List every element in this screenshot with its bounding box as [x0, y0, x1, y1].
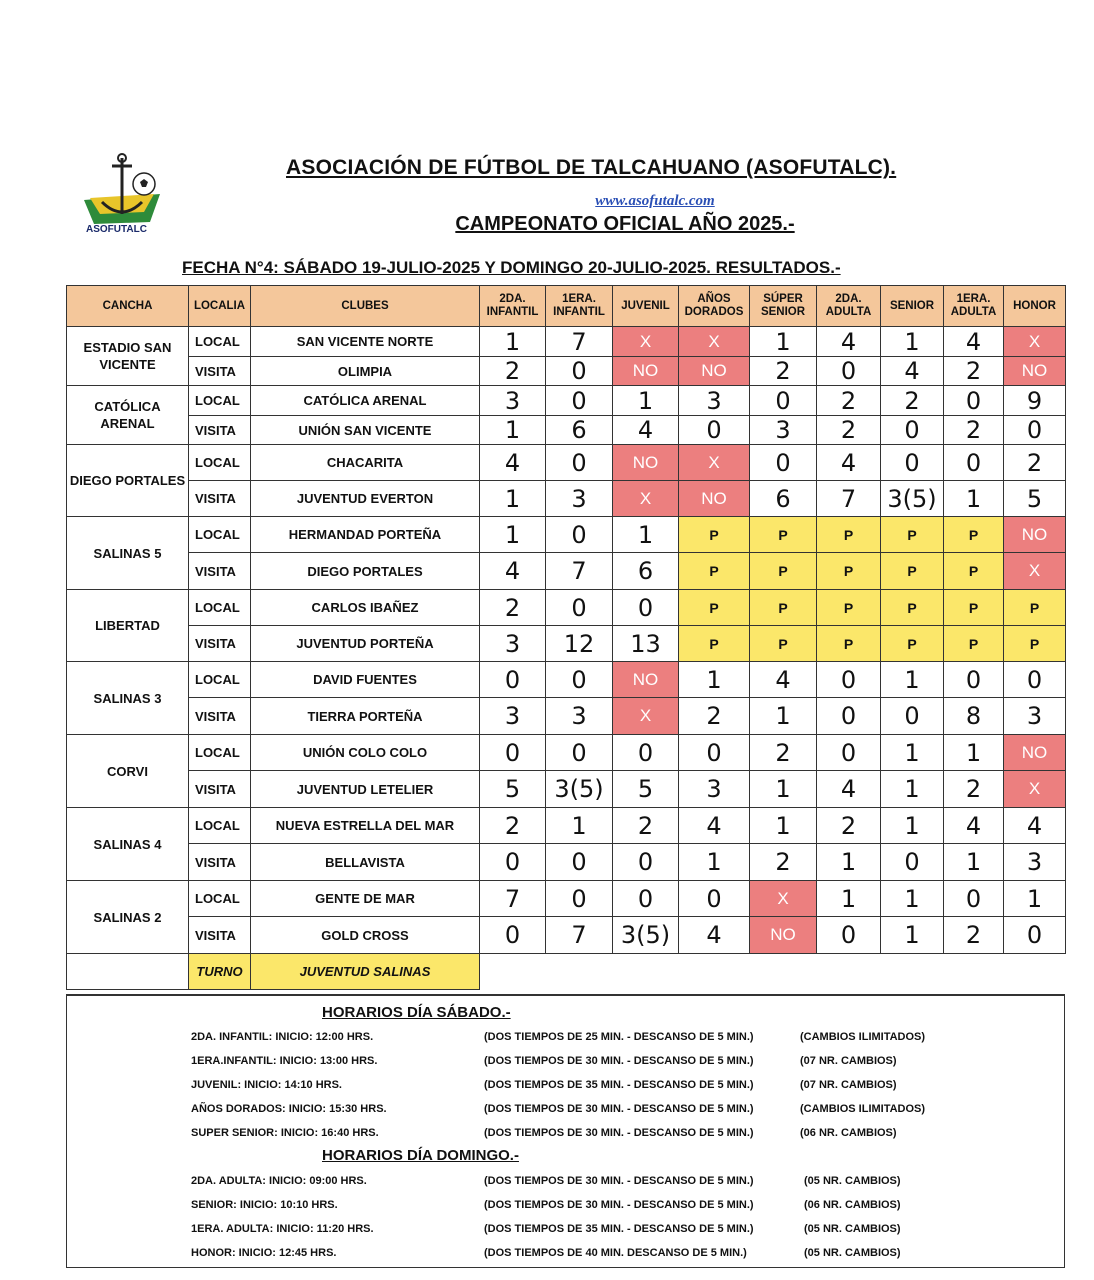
score-cell: P — [750, 517, 817, 553]
score-cell: 0 — [750, 445, 817, 481]
column-header: 1ERA. INFANTIL — [546, 286, 613, 327]
score-cell: 0 — [613, 844, 679, 881]
score-cell: P — [679, 517, 750, 553]
schedule-cambios: (07 NR. CAMBIOS) — [800, 1079, 897, 1091]
score-cell: 0 — [480, 735, 546, 771]
score-cell: 0 — [480, 917, 546, 954]
score-cell: 1 — [944, 844, 1004, 881]
schedule-tiempos: (DOS TIEMPOS DE 30 MIN. - DESCANSO DE 5 MIN.) — [484, 1175, 754, 1187]
score-cell: 4 — [944, 808, 1004, 844]
score-cell: 2 — [480, 590, 546, 626]
score-cell: 0 — [944, 445, 1004, 481]
match-row — [67, 662, 1066, 698]
match-row — [67, 553, 1066, 590]
score-cell: 0 — [1004, 416, 1066, 445]
column-header: CANCHA — [67, 286, 189, 327]
score-cell: 2 — [613, 808, 679, 844]
club-cell: OLIMPIA — [251, 357, 480, 386]
turno-row — [67, 954, 1066, 990]
score-cell: 4 — [480, 445, 546, 481]
schedule-cambios: (06 NR. CAMBIOS) — [804, 1199, 901, 1211]
score-cell: X — [1004, 771, 1066, 808]
club-cell: DIEGO PORTALES — [251, 553, 480, 590]
column-header: 2DA. ADULTA — [817, 286, 881, 327]
score-cell: 0 — [546, 662, 613, 698]
score-cell: P — [750, 626, 817, 662]
score-cell: NO — [1004, 517, 1066, 553]
score-cell: 9 — [1004, 386, 1066, 416]
match-row — [67, 735, 1066, 771]
localia-cell: VISITA — [189, 553, 251, 590]
score-cell: 3 — [750, 416, 817, 445]
score-cell: 0 — [817, 917, 881, 954]
schedule-tiempos: (DOS TIEMPOS DE 30 MIN. - DESCANSO DE 5 MIN.) — [484, 1199, 754, 1211]
match-row — [67, 357, 1066, 386]
localia-cell: VISITA — [189, 481, 251, 517]
score-cell: 1 — [750, 808, 817, 844]
score-cell: 4 — [750, 662, 817, 698]
score-cell: 7 — [546, 327, 613, 357]
localia-cell: VISITA — [189, 917, 251, 954]
cancha-cell: CORVI — [67, 735, 189, 808]
score-cell: 1 — [881, 662, 944, 698]
column-header: 1ERA. ADULTA — [944, 286, 1004, 327]
score-cell: P — [750, 590, 817, 626]
schedule-cambios: (05 NR. CAMBIOS) — [804, 1175, 901, 1187]
match-row — [67, 590, 1066, 626]
score-cell: 0 — [480, 662, 546, 698]
score-cell: P — [817, 553, 881, 590]
score-cell: P — [679, 626, 750, 662]
score-cell: P — [679, 590, 750, 626]
score-cell: 1 — [613, 386, 679, 416]
schedule-category: AÑOS DORADOS: INICIO: 15:30 HRS. — [191, 1103, 387, 1115]
turno-club: JUVENTUD SALINAS — [251, 954, 480, 990]
score-cell: 1 — [817, 881, 881, 917]
schedule-tiempos: (DOS TIEMPOS DE 30 MIN. - DESCANSO DE 5 MIN.) — [484, 1103, 754, 1115]
score-cell: 3 — [1004, 844, 1066, 881]
club-cell: GENTE DE MAR — [251, 881, 480, 917]
column-header: AÑOS DORADOS — [679, 286, 750, 327]
schedule-cambios: (CAMBIOS ILIMITADOS) — [800, 1031, 926, 1043]
cancha-cell: SALINAS 2 — [67, 881, 189, 954]
score-cell: 0 — [881, 698, 944, 735]
score-cell: P — [881, 517, 944, 553]
column-header: HONOR — [1004, 286, 1066, 327]
cancha-cell: SALINAS 4 — [67, 808, 189, 881]
score-cell: 4 — [817, 445, 881, 481]
score-cell: 1 — [480, 416, 546, 445]
schedule-category: 2DA. INFANTIL: INICIO: 12:00 HRS. — [191, 1031, 374, 1043]
score-cell: 0 — [546, 386, 613, 416]
score-cell: 7 — [817, 481, 881, 517]
score-cell: NO — [613, 662, 679, 698]
score-cell: 1 — [679, 844, 750, 881]
schedule-category: 2DA. ADULTA: INICIO: 09:00 HRS. — [191, 1175, 367, 1187]
club-cell: JUVENTUD EVERTON — [251, 481, 480, 517]
score-cell: 2 — [750, 735, 817, 771]
schedule-cambios: (05 NR. CAMBIOS) — [804, 1247, 901, 1259]
score-cell: 0 — [817, 662, 881, 698]
score-cell: NO — [750, 917, 817, 954]
localia-cell: VISITA — [189, 626, 251, 662]
score-cell: P — [881, 590, 944, 626]
score-cell: NO — [613, 445, 679, 481]
score-cell: 7 — [546, 917, 613, 954]
schedule-tiempos: (DOS TIEMPOS DE 35 MIN. - DESCANSO DE 5 MIN.) — [484, 1079, 754, 1091]
header-row — [67, 286, 1066, 327]
score-cell: 0 — [480, 844, 546, 881]
match-row — [67, 917, 1066, 954]
score-cell: 0 — [679, 735, 750, 771]
schedule-cambios: (07 NR. CAMBIOS) — [800, 1055, 897, 1067]
score-cell: P — [881, 626, 944, 662]
localia-cell: VISITA — [189, 416, 251, 445]
match-row — [67, 881, 1066, 917]
score-cell: 4 — [679, 917, 750, 954]
match-row — [67, 327, 1066, 357]
schedule-box — [66, 994, 1065, 1268]
column-header: SÚPER SENIOR — [750, 286, 817, 327]
schedule-tiempos: (DOS TIEMPOS DE 25 MIN. - DESCANSO DE 5 MIN.) — [484, 1031, 754, 1043]
club-cell: CATÓLICA ARENAL — [251, 386, 480, 416]
club-cell: SAN VICENTE NORTE — [251, 327, 480, 357]
turno-blank — [480, 954, 1066, 990]
column-header: LOCALIA — [189, 286, 251, 327]
score-cell: 0 — [613, 881, 679, 917]
cancha-cell: ESTADIO SAN VICENTE — [67, 327, 189, 386]
score-cell: 1 — [750, 327, 817, 357]
score-cell: 4 — [1004, 808, 1066, 844]
match-row — [67, 698, 1066, 735]
club-cell: UNIÓN SAN VICENTE — [251, 416, 480, 445]
score-cell: X — [1004, 327, 1066, 357]
score-cell: 4 — [817, 771, 881, 808]
match-row — [67, 416, 1066, 445]
score-cell: 0 — [750, 386, 817, 416]
score-cell: 8 — [944, 698, 1004, 735]
score-cell: 0 — [546, 445, 613, 481]
cancha-cell: SALINAS 3 — [67, 662, 189, 735]
score-cell: 0 — [881, 844, 944, 881]
club-cell: CHACARITA — [251, 445, 480, 481]
club-cell: NUEVA ESTRELLA DEL MAR — [251, 808, 480, 844]
score-cell: 1 — [881, 771, 944, 808]
score-cell: P — [944, 626, 1004, 662]
score-cell: 0 — [817, 357, 881, 386]
score-cell: X — [613, 481, 679, 517]
score-cell: 0 — [546, 735, 613, 771]
schedule-category: HONOR: INICIO: 12:45 HRS. — [191, 1247, 337, 1259]
score-cell: 1 — [613, 517, 679, 553]
score-cell: 4 — [613, 416, 679, 445]
club-cell: UNIÓN COLO COLO — [251, 735, 480, 771]
score-cell: 13 — [613, 626, 679, 662]
column-header: 2DA. INFANTIL — [480, 286, 546, 327]
schedule-tiempos: (DOS TIEMPOS DE 30 MIN. - DESCANSO DE 5 MIN.) — [484, 1055, 754, 1067]
score-cell: 5 — [480, 771, 546, 808]
score-cell: 0 — [546, 590, 613, 626]
score-cell: P — [1004, 626, 1066, 662]
localia-cell: VISITA — [189, 844, 251, 881]
match-row — [67, 517, 1066, 553]
score-cell: 1 — [881, 917, 944, 954]
score-cell: P — [750, 553, 817, 590]
score-cell: P — [679, 553, 750, 590]
score-cell: 6 — [750, 481, 817, 517]
score-cell: 2 — [817, 416, 881, 445]
schedule-cambios: (06 NR. CAMBIOS) — [800, 1127, 897, 1139]
schedule-tiempos: (DOS TIEMPOS DE 35 MIN. - DESCANSO DE 5 MIN.) — [484, 1223, 754, 1235]
score-cell: X — [679, 445, 750, 481]
localia-cell: LOCAL — [189, 881, 251, 917]
column-header: JUVENIL — [613, 286, 679, 327]
score-cell: X — [750, 881, 817, 917]
score-cell: 2 — [1004, 445, 1066, 481]
score-cell: 1 — [881, 881, 944, 917]
score-cell: P — [944, 553, 1004, 590]
club-cell: GOLD CROSS — [251, 917, 480, 954]
score-cell: 5 — [613, 771, 679, 808]
score-cell: 4 — [480, 553, 546, 590]
club-cell: JUVENTUD LETELIER — [251, 771, 480, 808]
score-cell: 0 — [944, 662, 1004, 698]
score-cell: 4 — [881, 357, 944, 386]
localia-cell: LOCAL — [189, 662, 251, 698]
score-cell: 3 — [546, 481, 613, 517]
score-cell: P — [881, 553, 944, 590]
match-row — [67, 626, 1066, 662]
score-cell: 0 — [546, 881, 613, 917]
score-cell: 1 — [817, 844, 881, 881]
score-cell: 3 — [480, 626, 546, 662]
score-cell: 5 — [1004, 481, 1066, 517]
score-cell: 3 — [679, 771, 750, 808]
score-cell: 2 — [750, 357, 817, 386]
page-title: ASOCIACIÓN DE FÚTBOL DE TALCAHUANO (ASOFUTALC). — [286, 156, 897, 179]
score-cell: 1 — [1004, 881, 1066, 917]
match-row — [67, 386, 1066, 416]
localia-cell: LOCAL — [189, 386, 251, 416]
schedule-category: SUPER SENIOR: INICIO: 16:40 HRS. — [191, 1127, 379, 1139]
score-cell: 2 — [817, 386, 881, 416]
score-cell: 6 — [613, 553, 679, 590]
match-row — [67, 844, 1066, 881]
score-cell: 1 — [944, 735, 1004, 771]
score-cell: 0 — [679, 416, 750, 445]
score-cell: 1 — [480, 517, 546, 553]
club-cell: TIERRA PORTEÑA — [251, 698, 480, 735]
score-cell: 2 — [679, 698, 750, 735]
score-cell: P — [817, 626, 881, 662]
score-cell: 0 — [817, 735, 881, 771]
score-cell: 0 — [944, 881, 1004, 917]
score-cell: P — [817, 590, 881, 626]
schedule-category: 1ERA.INFANTIL: INICIO: 13:00 HRS. — [191, 1055, 378, 1067]
score-cell: 1 — [480, 327, 546, 357]
score-cell: 2 — [817, 808, 881, 844]
score-cell: 3(5) — [613, 917, 679, 954]
score-cell: 1 — [881, 808, 944, 844]
score-cell: 0 — [546, 844, 613, 881]
score-cell: 2 — [944, 771, 1004, 808]
match-row — [67, 771, 1066, 808]
localia-cell: LOCAL — [189, 517, 251, 553]
score-cell: 4 — [817, 327, 881, 357]
score-cell: 4 — [679, 808, 750, 844]
score-cell: 4 — [944, 327, 1004, 357]
score-cell: P — [817, 517, 881, 553]
club-cell: HERMANDAD PORTEÑA — [251, 517, 480, 553]
score-cell: P — [1004, 590, 1066, 626]
score-cell: 2 — [944, 357, 1004, 386]
score-cell: 1 — [750, 771, 817, 808]
score-cell: 3 — [1004, 698, 1066, 735]
championship-subtitle: CAMPEONATO OFICIAL AÑO 2025.- — [455, 213, 795, 235]
score-cell: 1 — [750, 698, 817, 735]
score-cell: 0 — [1004, 917, 1066, 954]
domingo-heading: HORARIOS DÍA DOMINGO.- — [322, 1147, 519, 1164]
schedule-category: SENIOR: INICIO: 10:10 HRS. — [191, 1199, 338, 1211]
score-cell: 3 — [480, 698, 546, 735]
score-cell: 0 — [881, 445, 944, 481]
score-cell: 7 — [546, 553, 613, 590]
score-cell: X — [613, 327, 679, 357]
club-cell: JUVENTUD PORTEÑA — [251, 626, 480, 662]
score-cell: 1 — [679, 662, 750, 698]
score-cell: NO — [679, 357, 750, 386]
score-cell: P — [944, 590, 1004, 626]
score-cell: X — [1004, 553, 1066, 590]
score-cell: 1 — [480, 481, 546, 517]
localia-cell: VISITA — [189, 357, 251, 386]
score-cell: 2 — [944, 917, 1004, 954]
schedule-category: JUVENIL: INICIO: 14:10 HRS. — [191, 1079, 342, 1091]
localia-cell: LOCAL — [189, 590, 251, 626]
score-cell: 3 — [546, 698, 613, 735]
score-cell: 0 — [944, 386, 1004, 416]
score-cell: 6 — [546, 416, 613, 445]
cancha-cell: LIBERTAD — [67, 590, 189, 662]
score-cell: 2 — [944, 416, 1004, 445]
turno-label: TURNO — [189, 954, 251, 990]
score-cell: 0 — [881, 416, 944, 445]
score-cell: 7 — [480, 881, 546, 917]
logo-text: ASOFUTALC — [86, 224, 147, 235]
score-cell: 0 — [613, 590, 679, 626]
score-cell: 3 — [480, 386, 546, 416]
score-cell: 0 — [546, 517, 613, 553]
score-cell: 3(5) — [546, 771, 613, 808]
sabado-heading: HORARIOS DÍA SÁBADO.- — [322, 1004, 511, 1021]
club-cell: CARLOS IBAÑEZ — [251, 590, 480, 626]
localia-cell: LOCAL — [189, 327, 251, 357]
results-table — [66, 285, 1066, 990]
score-cell: 2 — [480, 357, 546, 386]
cancha-cell: SALINAS 5 — [67, 517, 189, 590]
schedule-cambios: (05 NR. CAMBIOS) — [804, 1223, 901, 1235]
score-cell: 0 — [679, 881, 750, 917]
score-cell: 0 — [613, 735, 679, 771]
score-cell: 1 — [881, 735, 944, 771]
score-cell: 0 — [546, 357, 613, 386]
cancha-cell: DIEGO PORTALES — [67, 445, 189, 517]
score-cell: X — [613, 698, 679, 735]
schedule-cambios: (CAMBIOS ILIMITADOS) — [800, 1103, 926, 1115]
score-cell: P — [944, 517, 1004, 553]
score-cell: 3 — [679, 386, 750, 416]
localia-cell: LOCAL — [189, 808, 251, 844]
club-cell: BELLAVISTA — [251, 844, 480, 881]
score-cell: 3(5) — [881, 481, 944, 517]
schedule-tiempos: (DOS TIEMPOS DE 40 MIN. DESCANSO DE 5 MIN.) — [484, 1247, 747, 1259]
match-row — [67, 445, 1066, 481]
score-cell: 1 — [546, 808, 613, 844]
score-cell: NO — [613, 357, 679, 386]
score-cell: NO — [1004, 735, 1066, 771]
score-cell: 0 — [1004, 662, 1066, 698]
fecha-heading: FECHA N°4: SÁBADO 19-JULIO-2025 Y DOMINGO 20-JULIO-2025. RESULTADOS.- — [182, 258, 841, 277]
column-header: CLUBES — [251, 286, 480, 327]
score-cell: NO — [1004, 357, 1066, 386]
club-cell: DAVID FUENTES — [251, 662, 480, 698]
website-link[interactable]: www.asofutalc.com — [595, 193, 715, 209]
localia-cell: LOCAL — [189, 445, 251, 481]
localia-cell: VISITA — [189, 698, 251, 735]
turno-empty — [67, 954, 189, 990]
score-cell: 0 — [817, 698, 881, 735]
match-row — [67, 481, 1066, 517]
schedule-category: 1ERA. ADULTA: INICIO: 11:20 HRS. — [191, 1223, 374, 1235]
cancha-cell: CATÓLICA ARENAL — [67, 386, 189, 445]
score-cell: 12 — [546, 626, 613, 662]
score-cell: 2 — [881, 386, 944, 416]
schedule-tiempos: (DOS TIEMPOS DE 30 MIN. - DESCANSO DE 5 MIN.) — [484, 1127, 754, 1139]
score-cell: X — [679, 327, 750, 357]
localia-cell: VISITA — [189, 771, 251, 808]
score-cell: 2 — [750, 844, 817, 881]
score-cell: 2 — [480, 808, 546, 844]
localia-cell: LOCAL — [189, 735, 251, 771]
column-header: SENIOR — [881, 286, 944, 327]
score-cell: 1 — [944, 481, 1004, 517]
score-cell: 1 — [881, 327, 944, 357]
score-cell: NO — [679, 481, 750, 517]
match-row — [67, 808, 1066, 844]
